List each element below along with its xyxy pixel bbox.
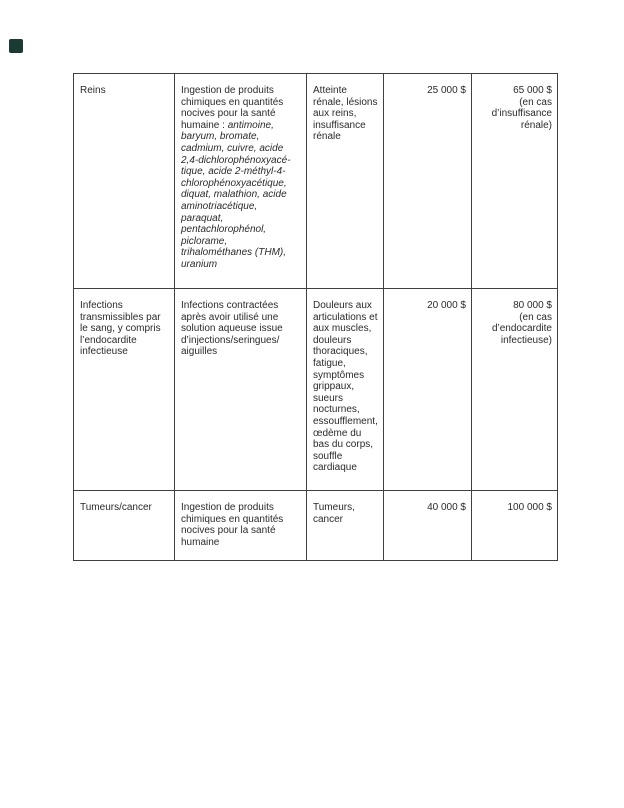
amount-max-note: (en cas d’insuffisance rénale) (491, 96, 552, 131)
symptoms-cell (307, 289, 384, 491)
cause-intro-text: Ingestion de produits chimiques en quantités nocives pour la santé humaine : (181, 85, 284, 131)
condition-text: Infections transmissibles par le sang, y compris l’endocardite infectieuse (80, 300, 161, 358)
symptoms-cell (307, 491, 384, 561)
condition-cell (74, 74, 175, 289)
amount-max-value: 100 000 $ (507, 502, 552, 513)
amount-min-value: 20 000 $ (427, 300, 466, 311)
cause-chemicals-text: antimoine, baryum, bromate, cadmium, cuivre, acide 2,4-dichlorophénoxyacétique, acide 2-méthyl-4-​chlorophénoxyacétique, diquat, malathion, acide aminotriacétique, paraquat, pentachlorophénol, piclorame, trihalométhanes (THM), uranium (181, 119, 291, 270)
amount-max-value: 65 000 $ (513, 85, 552, 96)
condition-text: Reins (80, 85, 106, 96)
amount-max-cell (472, 491, 558, 561)
amount-min-value: 40 000 $ (427, 502, 466, 513)
symptoms-cell (307, 74, 384, 289)
amount-min-cell (384, 74, 472, 289)
amount-max-cell (472, 74, 558, 289)
condition-cell (74, 289, 175, 491)
amount-max-note: (en cas d’endocardite infectieuse) (491, 311, 552, 346)
amount-max-cell (472, 289, 558, 491)
cause-intro-text: Infections contractées après avoir utilisé une solution aqueuse issue d’injections/seringues/​aiguilles (181, 300, 283, 358)
cause-cell (175, 74, 307, 289)
table-row (74, 74, 558, 289)
condition-text: Tumeurs/cancer (80, 502, 152, 513)
table-row (74, 289, 558, 491)
symptoms-text: Douleurs aux articulations et aux muscles, douleurs thoraciques, fatigue, symptômes grippaux, sueurs nocturnes, essoufflement, œdème du bas du corps, souffle cardiaque (313, 300, 378, 474)
page-corner-marker (9, 39, 23, 53)
amount-max-value: 80 000 $ (513, 300, 552, 311)
compensation-table (73, 73, 558, 561)
symptoms-text: Atteinte rénale, lésions aux reins, insuffisance rénale (313, 85, 378, 143)
cause-intro-text: Ingestion de produits chimiques en quantités nocives pour la santé humaine (181, 502, 284, 548)
amount-min-cell (384, 491, 472, 561)
table-row (74, 491, 558, 561)
cause-cell (175, 491, 307, 561)
cause-cell (175, 289, 307, 491)
condition-cell (74, 491, 175, 561)
amount-min-value: 25 000 $ (427, 85, 466, 96)
amount-min-cell (384, 289, 472, 491)
symptoms-text: Tumeurs, cancer (313, 502, 355, 525)
